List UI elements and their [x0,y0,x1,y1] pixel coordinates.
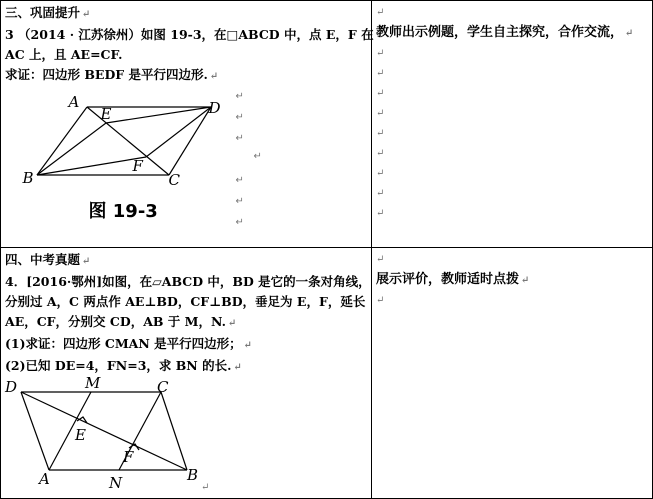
label-B: B [22,168,34,187]
section4-method-cell: ↵ 展示评价，教师适时点拨 ↵ ↵ [372,248,653,499]
figure-19-3 [19,92,239,227]
label-E: E [75,426,86,444]
section3-method-text: 教师出示例题，学生自主探究，合作交流， ↵ [376,25,634,40]
section4-cell [1,248,372,499]
parallelogram-abcd-diagram [19,97,239,187]
section3-method-cell: ↵ 教师出示例题，学生自主探究，合作交流， ↵ ↵ ↵ ↵ ↵ ↵ ↵ ↵ ↵ ↵ [372,1,653,248]
section3-heading: 三、巩固提升 ↵ [5,5,91,20]
label-F: F [123,448,134,466]
paragraph-mark: ↵ [201,482,210,493]
section4-method-text: 展示评价，教师适时点拨 ↵ [376,272,530,287]
section4-heading: 四、中考真题 ↵ [5,252,91,267]
section3-problem-line3: 求证：四边形 BEDF 是平行四边形. ↵ [5,67,219,82]
paragraph-marks-left-top: ↵ ↵ ↵ ↵ ↵ ↵ ↵ [235,90,262,228]
label-A: A [39,470,50,488]
label-N: N [109,474,123,492]
label-E: E [100,104,112,123]
section4-problem-line3: AE，CF，分别交 CD，AB 于 M，N. ↵ [5,314,237,329]
section4-problem-line5: (2)已知 DE=4，FN=3，求 BN 的长. ↵ [5,358,242,373]
label-A: A [68,92,80,111]
section4-problem-line4: (1)求证：四边形 CMAN 是平行四边形； ↵ [5,336,253,351]
label-C: C [157,378,169,396]
figure-cman [5,374,215,494]
section3-problem-line1: 3 （2014 · 江苏徐州）如图 19-3，在□ABCD 中，点 E，F 在 [5,27,374,42]
figure-caption: 图 19-3 [88,200,158,222]
section3-cell [1,1,372,248]
section3-problem-line2: AC 上，且 AE=CF. [5,47,123,62]
label-M: M [85,374,101,392]
label-D: D [5,378,18,396]
label-D: D [208,98,221,117]
label-C: C [168,170,180,189]
section4-problem-line2: 分别过 A，C 两点作 AE⊥BD，CF⊥BD，垂足为 E，F，延长 [5,294,366,309]
label-F: F [132,156,143,175]
label-B: B [187,466,199,484]
section4-problem-line1: 4．[2016·鄂州]如图，在▱ABCD 中，BD 是它的一条对角线， [5,274,371,289]
